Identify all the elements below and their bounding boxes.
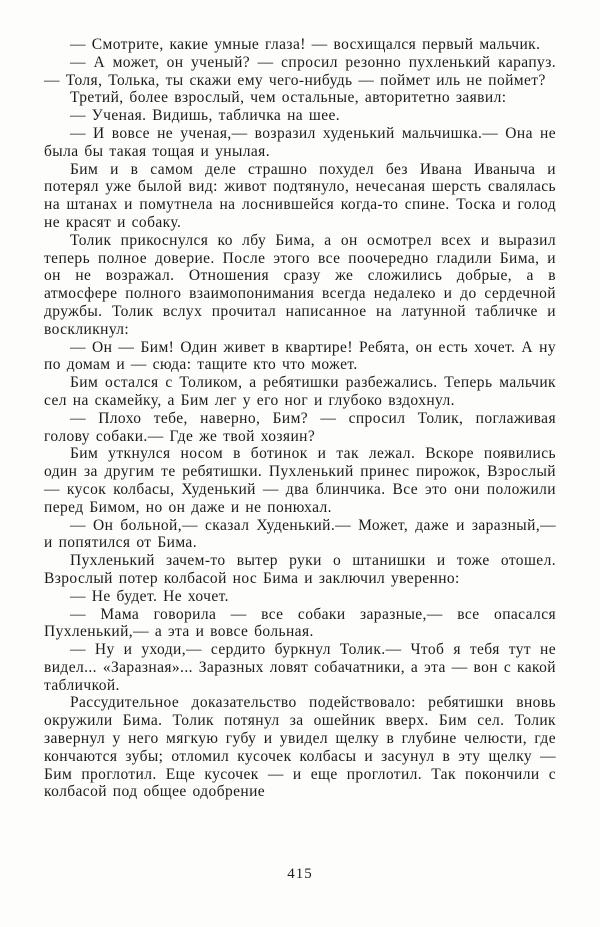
paragraph: Пухленький зачем-то вытер руки о штанишки и тоже отошел. Взрослый потер колбасой нос Бима и заключил уверенно: — [44, 552, 556, 587]
paragraph: — И вовсе не ученая,— возразил худенький мальчишка.— Она не была бы такая тощая и унылая. — [44, 124, 556, 160]
paragraph: Третий, более взрослый, чем остальные, авторитетно заявил: — [70, 89, 507, 107]
paragraph: — Плохо тебе, наверно, Бим? — спросил Толик, поглаживая голову собаки.— Где же твой хозяин? — [44, 409, 556, 445]
paragraph: Бим остался с Толиком, а ребятишки разбежались. Теперь мальчик сел на скамейку, а Бим лег у его ног и глубоко вздохнул. — [44, 374, 556, 409]
paragraph: — Смотрите, какие умные глаза! — восхищался первый мальчик. — [70, 36, 541, 53]
paragraph: Бим уткнулся носом в ботинок и так лежал. Вскоре появились один за другим те ребятишки. Пухленький принес пирожок, Взрослый — кусок колбасы, Худенький — два блинчика. Все это они положили перед Бимом, но он даже и не понюхал. — [44, 445, 556, 516]
paragraph: — Он больной,— сказал Худенький.— Может, даже и заразный,— и попятился от Бима. — [44, 516, 556, 552]
paragraph: — Мама говорила — все собаки заразные,— все опасался Пухленький,— а эта и вовсе больная. — [44, 605, 556, 641]
paragraph: — А может, он ученый? — спросил резонно пухленький карапуз.— Толя, Толька, ты скажи ему чего-нибудь — поймет иль не поймет? — [44, 53, 556, 89]
page-number: 415 — [287, 866, 313, 882]
paragraph: — Не будет. Не хочет. — [70, 587, 229, 605]
paragraph: Бим и в самом деле страшно похудел без Ивана Иваныча и потерял уже былой вид: живот подтянуло, нечесаная шерсть свалялась на штанах и помутнела на лоснившейся когда-то спине. Тоска и голод не красят и собаку. — [44, 160, 556, 231]
paragraph: — Ученая. Видишь, табличка на шее. — [70, 107, 341, 125]
paragraph: — Ну и уходи,— сердито буркнул Толик.— Чтоб я тебя тут не видел... «Заразная»... Заразных ловят собачатники, а эта — вон с какой табличкой. — [44, 641, 556, 694]
paragraph: Рассудительное доказательство подействовало: ребятишки вновь окружили Бима. Толик потянул за ошейник вверх. Бим сел. Толик завернул у него мягкую губу и увидел щелку в глубине челюсти, где кончаются зубы; отломил кусочек колбасы и засунул в эту щелку — Бим проглотил. Еще кусочек — и еще проглотил. Так покончили с колбасой под общее одобрение — [44, 694, 556, 801]
paragraph: — Он — Бим! Один живет в квартире! Ребята, он есть хочет. А ну по домам и — сюда: тащите кто что может. — [44, 338, 556, 374]
paragraph: Толик прикоснулся ко лбу Бима, а он осмотрел всех и выразил теперь полное доверие. После этого все поочередно гладили Бима, и он не возражал. Отношения сразу же сложились добрые, а в атмосфере полного взаимопонимания всегда недалеко и до сердечной дружбы. Толик вслух прочитал написанное на латунной табличке и воскликнул: — [44, 231, 556, 338]
